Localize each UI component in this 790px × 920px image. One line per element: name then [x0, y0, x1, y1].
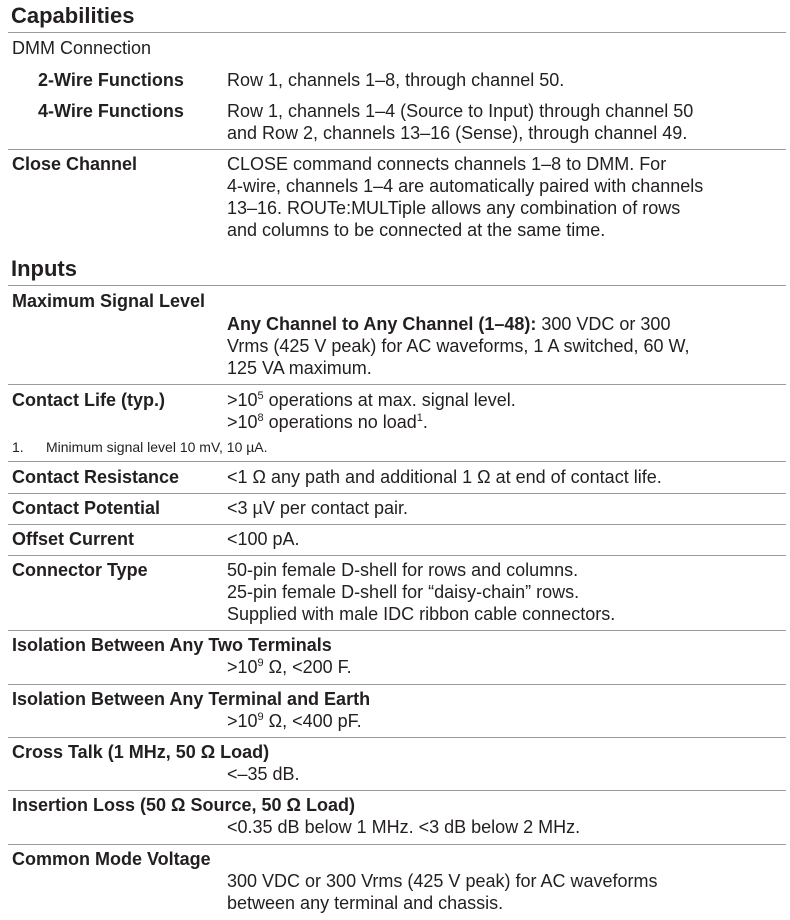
isolation-post: Ω, <400 pF.	[263, 711, 362, 731]
isolation-post: Ω, <200 F.	[263, 657, 352, 677]
contact-life-value-line	[227, 389, 516, 411]
footnote	[12, 438, 268, 456]
contact-potential-label: Contact Potential	[12, 498, 161, 518]
isolation-terminals-label: Isolation Between Any Two Terminals	[12, 635, 332, 655]
two-wire-value: Row 1, channels 1–8, through channel 50.	[227, 70, 565, 90]
connector-type-value-line: 25-pin female D-shell for “daisy-chain” rows.	[227, 582, 580, 602]
close-channel-value-line: CLOSE command connects channels 1–8 to DMM. For	[227, 154, 667, 174]
connector-type-label: Connector Type	[12, 560, 148, 580]
four-wire-value-line: and Row 2, channels 13–16 (Sense), through channel 49.	[227, 123, 688, 143]
max-signal-line1-rest: 300 VDC or 300	[536, 314, 671, 334]
footnote-number: 1.	[12, 439, 24, 455]
contact-life-end: .	[422, 412, 428, 432]
max-signal-value-line: Vrms (425 V peak) for AC waveforms, 1 A switched, 60 W,	[227, 336, 690, 356]
common-mode-value-line: between any terminal and chassis.	[227, 893, 504, 913]
isolation-terminals-value	[227, 656, 352, 678]
isolation-exponent: 9	[257, 657, 264, 669]
divider	[8, 684, 786, 685]
divider	[8, 285, 786, 286]
close-channel-value-line: 4-wire, channels 1–4 are automatically paired with channels	[227, 176, 704, 196]
dmm-connection-label: DMM Connection	[12, 38, 152, 58]
divider	[8, 384, 786, 385]
divider	[8, 493, 786, 494]
contact-life-pre: >10	[227, 390, 258, 410]
capabilities-heading: Capabilities	[11, 3, 135, 28]
insertion-loss-value: <0.35 dB below 1 MHz. <3 dB below 2 MHz.	[227, 817, 581, 837]
offset-current-value: <100 pA.	[227, 529, 300, 549]
close-channel-value-line: 13–16. ROUTe:MULTiple allows any combination of rows	[227, 198, 681, 218]
contact-life-pre: >10	[227, 412, 258, 432]
divider	[8, 844, 786, 845]
max-signal-label: Maximum Signal Level	[12, 291, 206, 311]
divider	[8, 555, 786, 556]
contact-life-label: Contact Life (typ.)	[12, 390, 165, 410]
isolation-pre: >10	[227, 657, 258, 677]
contact-resistance-label: Contact Resistance	[12, 467, 180, 487]
common-mode-label: Common Mode Voltage	[12, 849, 211, 869]
close-channel-value-line: and columns to be connected at the same time.	[227, 220, 606, 240]
contact-life-post: operations no load	[263, 412, 417, 432]
two-wire-label: 2-Wire Functions	[38, 70, 184, 90]
contact-life-post: operations at max. signal level.	[263, 390, 516, 410]
four-wire-label: 4-Wire Functions	[38, 101, 184, 121]
max-signal-bold-prefix: Any Channel to Any Channel (1–48):	[227, 314, 537, 334]
close-channel-label: Close Channel	[12, 154, 138, 174]
contact-life-exponent: 5	[257, 390, 264, 402]
cross-talk-value: <–35 dB.	[227, 764, 300, 784]
isolation-earth-value	[227, 710, 362, 732]
offset-current-label: Offset Current	[12, 529, 135, 549]
divider	[8, 149, 786, 150]
connector-type-value-line: Supplied with male IDC ribbon cable connectors.	[227, 604, 616, 624]
divider	[8, 737, 786, 738]
contact-potential-value: <3 µV per contact pair.	[227, 498, 408, 518]
isolation-pre: >10	[227, 711, 258, 731]
max-signal-value-line: 125 VA maximum.	[227, 358, 372, 378]
four-wire-value-line: Row 1, channels 1–4 (Source to Input) through channel 50	[227, 101, 694, 121]
divider	[8, 524, 786, 525]
connector-type-value-line: 50-pin female D-shell for rows and columns.	[227, 560, 579, 580]
isolation-exponent: 9	[257, 711, 264, 723]
max-signal-value-line	[227, 313, 670, 335]
inputs-heading: Inputs	[11, 256, 77, 281]
footnote-marker: 1	[416, 412, 423, 424]
divider	[8, 790, 786, 791]
contact-life-exponent: 8	[257, 412, 264, 424]
contact-life-value-line	[227, 411, 428, 433]
divider	[8, 630, 786, 631]
footnote-text: Minimum signal level 10 mV, 10 µA.	[46, 439, 268, 455]
isolation-earth-label: Isolation Between Any Terminal and Earth	[12, 689, 371, 709]
divider	[8, 461, 786, 462]
cross-talk-label: Cross Talk (1 MHz, 50 Ω Load)	[12, 742, 270, 762]
insertion-loss-label: Insertion Loss (50 Ω Source, 50 Ω Load)	[12, 795, 355, 815]
contact-resistance-value: <1 Ω any path and additional 1 Ω at end of contact life.	[227, 467, 662, 487]
divider	[8, 32, 786, 33]
common-mode-value-line: 300 VDC or 300 Vrms (425 V peak) for AC waveforms	[227, 871, 658, 891]
